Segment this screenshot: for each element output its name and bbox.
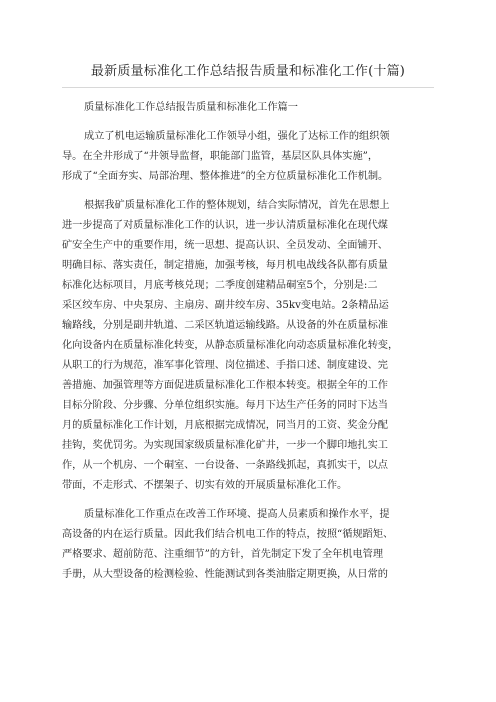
paragraph-line: 目标分阶段、分步骤、分单位组织实施。每月下达生产任务的同时下达当 (62, 400, 388, 411)
paragraph-line: 采区绞车房、中央泵房、主扇房、副井绞车房、35kv变电站。2条精品运 (62, 300, 389, 311)
title-divider (62, 87, 434, 88)
paragraph (62, 196, 434, 496)
paragraph-line: 矿安全生产中的重要作用，统一思想、提高认识、全员发动、全面铺开、 (62, 240, 388, 251)
paragraph-line: 标准化达标项目，月底考核兑现；二季度创建精品硐室5个，分别是:二 (62, 280, 378, 291)
paragraph-line: 化向设备内在质量标准化转变，从静态质量标准化向动态质量标准化转变， (62, 340, 399, 351)
paragraph-line: 输路线，分别是副井轨道、二采区轨道运输线路。从设备的外在质量标准 (62, 320, 388, 331)
paragraph-line: 根据我矿质量标准化工作的整体规划，结合实际情况，首先在思想上 (84, 200, 390, 211)
paragraph-line: 质量标准化工作重点在改善工作环境、提高人员素质和操作水平，提 (84, 509, 390, 520)
body-paragraphs (62, 127, 434, 585)
paragraph-line: 手册，从大型设备的检测检验、性能测试到各类油脂定期更换，从日常的 (62, 569, 388, 580)
paragraph-line: 挂钩，奖优罚劣。为实现国家级质量标准化矿井，一步一个脚印地扎实工 (62, 440, 388, 451)
paragraph-line: 带面，不走形式、不摆架子、切实有效的开展质量标准化工作。 (62, 480, 348, 491)
paragraph-line: 进一步提高了对质量标准化工作的认识，进一步认清质量标准化在现代煤 (62, 220, 388, 231)
paragraph-line: 从职工的行为规范，准军事化管理、岗位描述、手指口述、制度建设、完 (62, 360, 388, 371)
paragraph-line: 导。在全井形成了“井领导监督，职能部门监管，基层区队具体实施”， (62, 151, 379, 162)
paragraph (62, 127, 434, 187)
paragraph-line: 形成了“全面夯实、局部治理、整体推进”的全方位质量标准化工作机制。 (62, 171, 389, 182)
section-heading: 质量标准化工作总结报告质量和标准化工作篇一 (84, 102, 298, 113)
paragraph-line: 明确目标、落实责任，制定措施，加强考核，每月机电战线各队都有质量 (62, 260, 388, 271)
document-title: 最新质量标准化工作总结报告质量和标准化工作(十篇) (90, 64, 406, 79)
paragraph-line: 善措施、加强管理等方面促进质量标准化工作根本转变。根据全年的工作 (62, 380, 388, 391)
paragraph (62, 505, 434, 585)
paragraph-line: 成立了机电运输质量标准化工作领导小组，强化了达标工作的组织领 (84, 131, 390, 142)
paragraph-line: 作，从一个机房、一个硐室、一台设备、一条路线抓起，真抓实干，以点 (62, 460, 388, 471)
paragraph-line: 月的质量标准化工作计划，月底根据完成情况，同当月的工资、奖金分配 (62, 420, 388, 431)
paragraph-line: 高设备的内在运行质量。因此我们结合机电工作的特点，按照“循规蹈矩、 (62, 529, 394, 540)
paragraph-line: 严格要求、超前防范、注重细节”的方针，首先制定下发了全年机电管理 (62, 549, 384, 560)
